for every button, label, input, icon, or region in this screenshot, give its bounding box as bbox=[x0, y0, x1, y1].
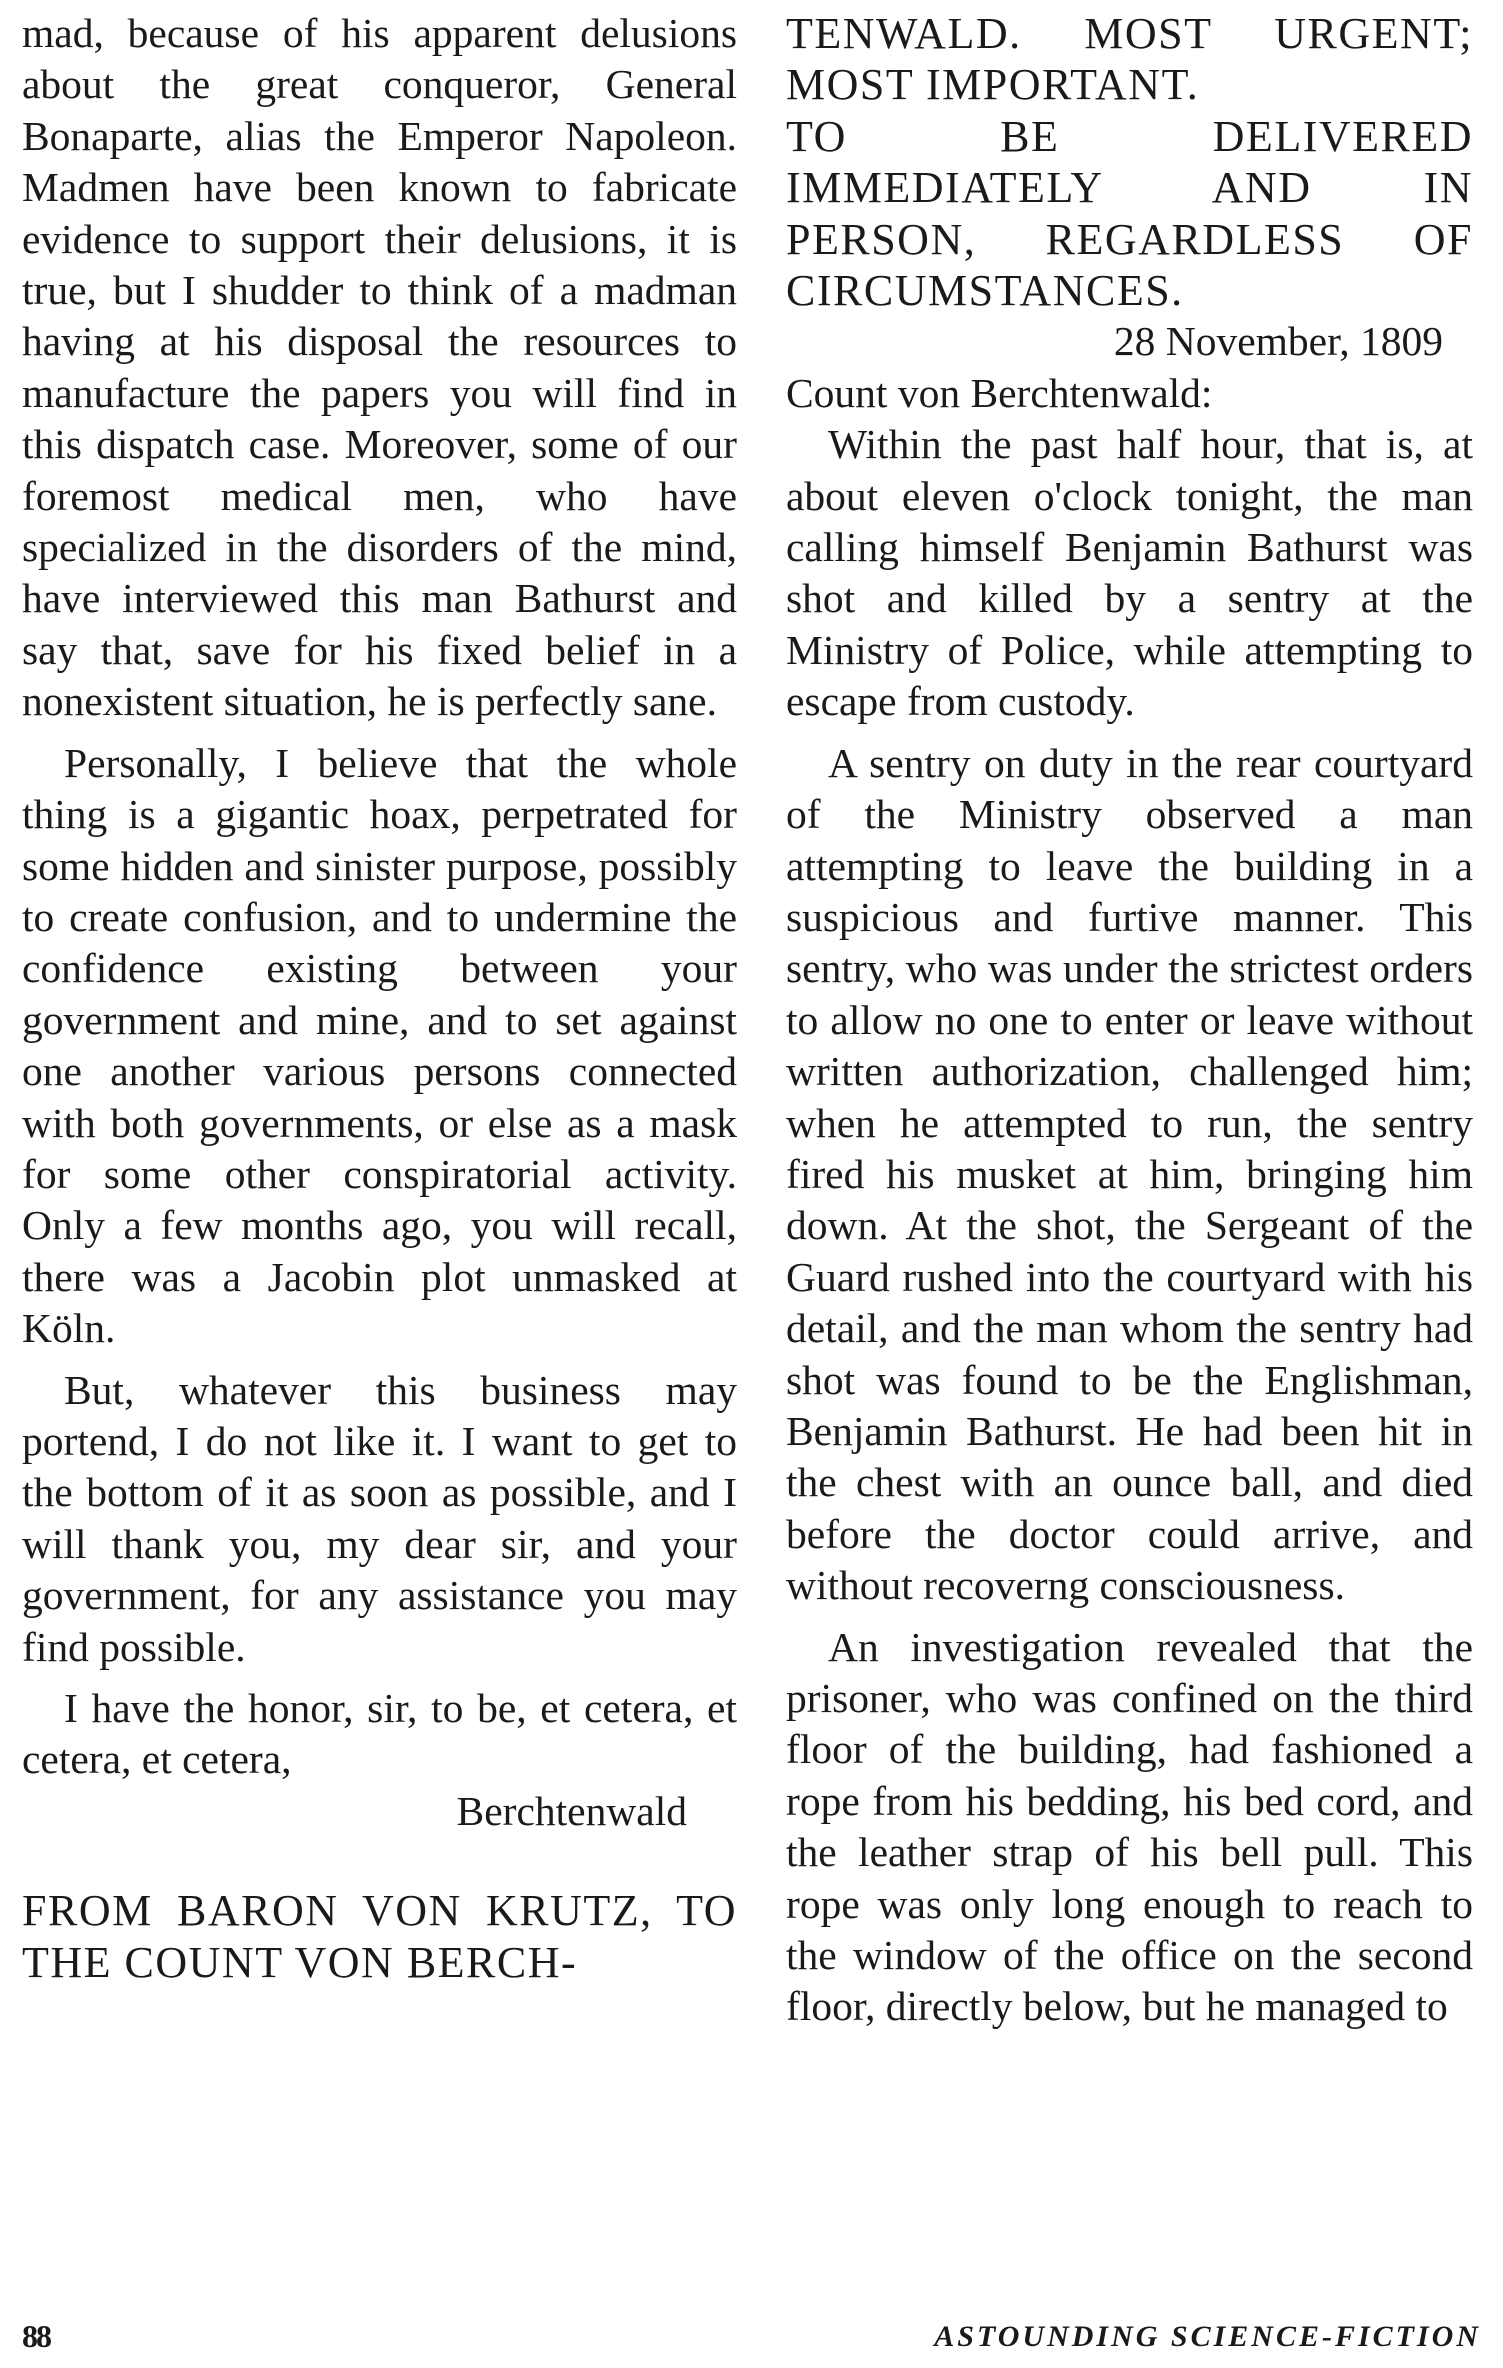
letter-date: 28 November, 1809 bbox=[1113, 318, 1443, 365]
delivery-instruction: TO BE DELIVERED IMMEDIATELY AND IN PERSON, REGARDLESS OF CIRCUMSTANCES. bbox=[786, 111, 1473, 316]
page-number: 88 bbox=[22, 2318, 50, 2354]
closing-paragraph: I have the honor, sir, to be, et cetera, et cetera, et cetera, bbox=[22, 1685, 737, 1783]
signature: Berchtenwald bbox=[456, 1787, 687, 1834]
letter-heading-continued: TENWALD. MOST URGENT; MOST IMPORTANT. bbox=[786, 9, 1473, 110]
salutation: Count von Berchtenwald: bbox=[786, 369, 1213, 416]
left-column bbox=[22, 8, 737, 1988]
paragraph: But, whatever this business may portend, I do not like it. I want to get to the bottom of it as soon as possible, and I will thank you, my dear sir, and your government, for any assistance you may find possible. bbox=[22, 1366, 737, 1670]
magazine-title: ASTOUNDING SCIENCE-FICTION bbox=[934, 2320, 1481, 2353]
page-footer bbox=[0, 2318, 1503, 2358]
right-column bbox=[786, 8, 1473, 2033]
paragraph: An investigation revealed that the prisoner, who was confined on the third floor of the building, had fashioned a rope from his bedding, his bed cord, and the leather strap of his bell pull. This rope was only long enough to reach to the window of the office on the second floor, directly below, but he managed to bbox=[786, 1623, 1473, 2030]
letter-heading: FROM BARON VON KRUTZ, TO THE COUNT VON BERCH- bbox=[22, 1886, 737, 1987]
paragraph: A sentry on duty in the rear courtyard of the Ministry observed a man attempting to leave the building in a suspicious and furtive manner. This sentry, who was under the strictest orders to allow no one to enter or leave without written authorization, challenged him; when he attempted to run, the sentry fired his musket at him, bringing him down. At the shot, the Sergeant of the Guard rushed into the courtyard with his detail, and the man whom the sentry had shot was found to be the Englishman, Benjamin Bathurst. He had been hit in the chest with an ounce ball, and died before the doctor could arrive, and without recoverng consciousness. bbox=[786, 739, 1473, 1609]
paragraph: mad, because of his apparent delusions about the great conqueror, General Bonaparte, alias the Emperor Napoleon. Madmen have been known to fabricate evidence to support their delusions, it is true, but I shudder to think of a madman having at his disposal the resources to manufacture the papers you will find in this dispatch case. Moreover, some of our foremost medical men, who have specialized in the disorders of the mind, have interviewed this man Bathurst and say that, save for his fixed belief in a nonexistent situation, he is perfectly sane. bbox=[22, 10, 737, 725]
paragraph: Within the past half hour, that is, at about eleven o'clock tonight, the man calling himself Benjamin Bathurst was shot and killed by a sentry at the Ministry of Police, while attempting to escape from custody. bbox=[786, 421, 1473, 725]
paragraph: Personally, I believe that the whole thing is a gigantic hoax, perpetrated for some hidden and sinister purpose, possibly to create confusion, and to undermine the confidence existing between your government and mine, and to set against one another various persons connected with both governments, or else as a mask for some other conspiratorial activity. Only a few months ago, you will recall, there was a Jacobin plot unmasked at Köln. bbox=[22, 739, 737, 1352]
